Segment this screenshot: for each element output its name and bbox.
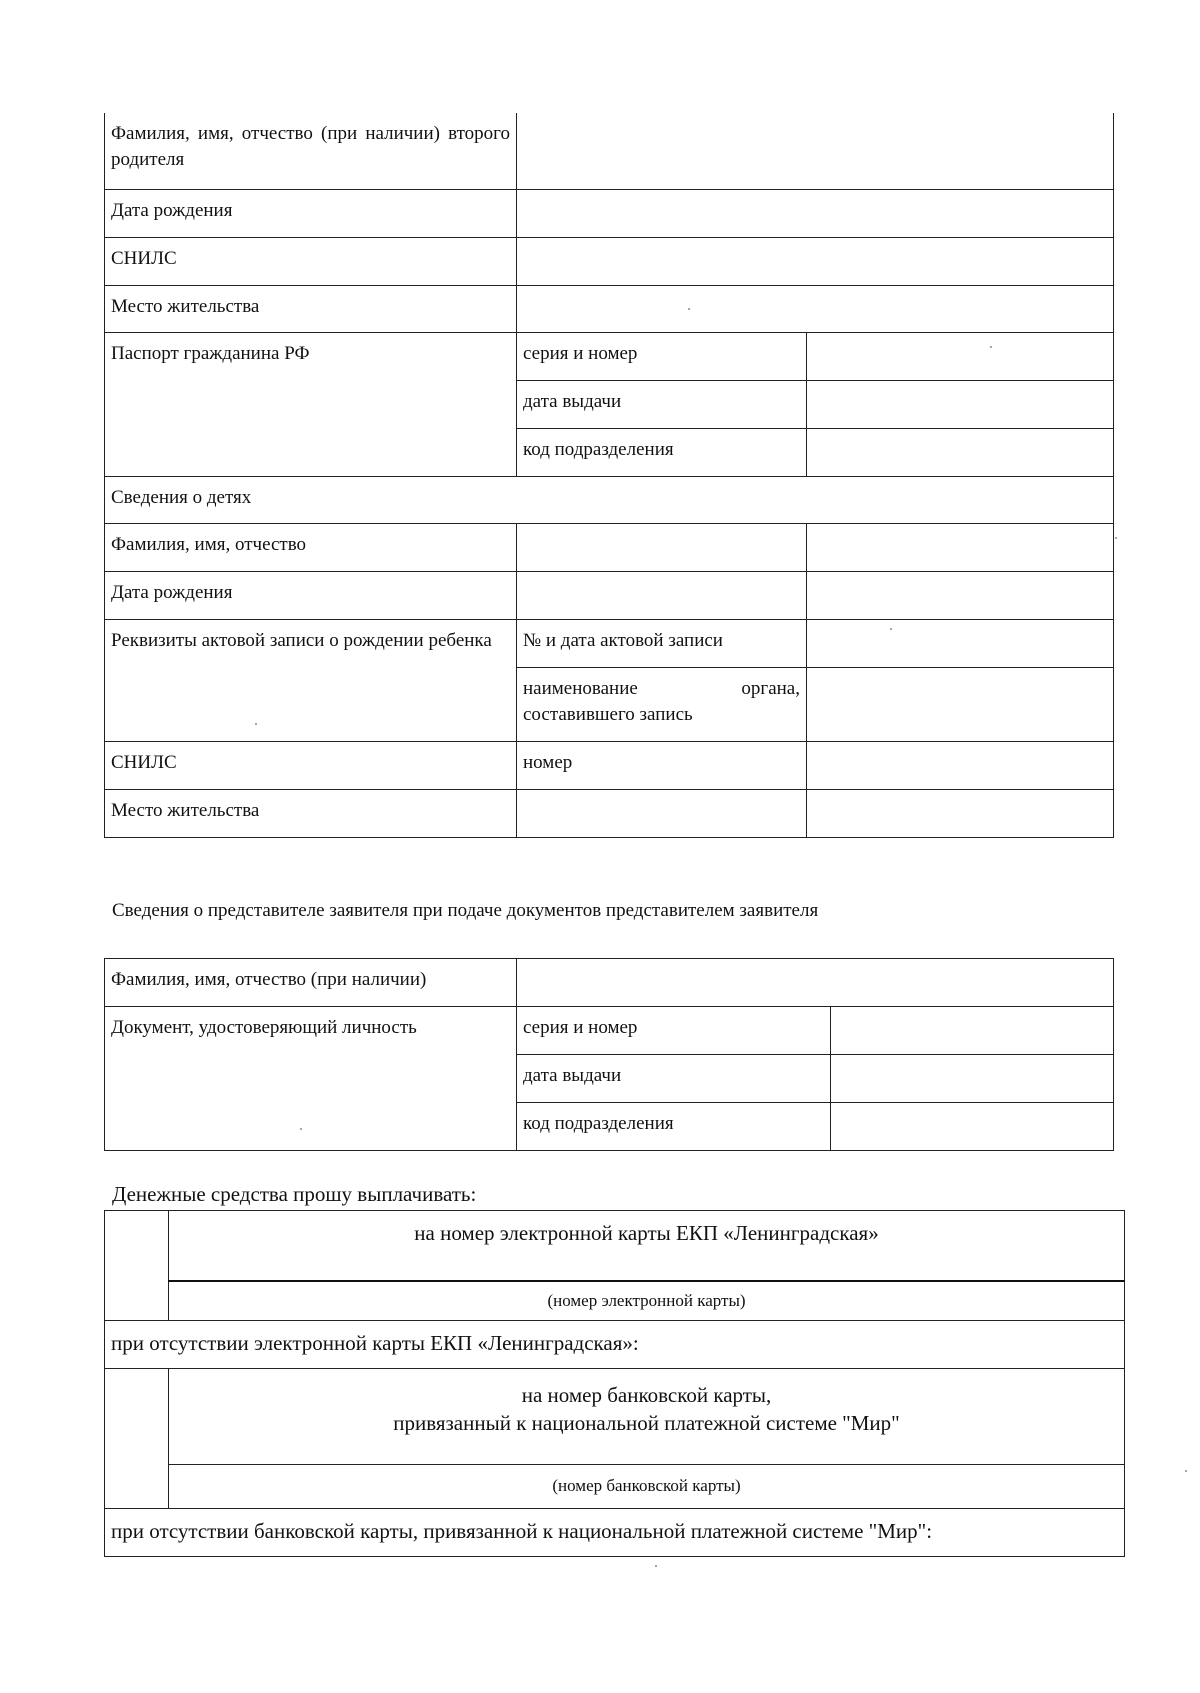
- child-name-label: Фамилия, имя, отчество: [105, 523, 517, 571]
- ekp-card-caption: (номер электронной карты): [169, 1281, 1125, 1321]
- child-birth-date-label: Дата рождения: [105, 571, 517, 619]
- parent2-passport-code-label: код подразделения: [517, 428, 807, 476]
- scan-speck: [890, 628, 892, 630]
- no-ekp-card-label: при отсутствии электронной карты ЕКП «Ленинградская»:: [105, 1320, 1125, 1368]
- rep-doc-code-field[interactable]: [831, 1103, 1114, 1151]
- no-bank-card-label: при отсутствии банковской карты, привязанной к национальной платежной системе "Мир":: [105, 1508, 1125, 1556]
- parent2-passport-code-field[interactable]: [807, 428, 1114, 476]
- scan-speck: [655, 1565, 657, 1567]
- representative-heading: Сведения о представителе заявителя при подаче документов представителем заявителя: [112, 900, 819, 921]
- child-record-authority-field[interactable]: [807, 667, 1114, 741]
- rep-doc-series-label: серия и номер: [517, 1007, 831, 1055]
- payment-heading: Денежные средства прошу выплачивать:: [112, 1182, 477, 1206]
- parent2-passport-series-label: серия и номер: [517, 332, 807, 380]
- scan-speck: [300, 1128, 302, 1130]
- parent2-passport-label: Паспорт гражданина РФ: [105, 332, 517, 476]
- bank-card-option-line2: привязанный к национальной платежной системе "Мир": [393, 1410, 900, 1435]
- parent2-residence-label: Место жительства: [105, 285, 517, 332]
- child-residence-field-2[interactable]: [807, 789, 1114, 837]
- child-birth-date-field-1[interactable]: [517, 571, 807, 619]
- bank-card-option-line1: на номер банковской карты,: [521, 1382, 772, 1407]
- parent2-residence-field[interactable]: [517, 285, 1114, 332]
- parent2-snils-label: СНИЛС: [105, 237, 517, 285]
- rep-id-document-label: Документ, удостоверяющий личность: [105, 1007, 517, 1151]
- rep-doc-code-label: код подразделения: [517, 1103, 831, 1151]
- child-name-field-2[interactable]: [807, 523, 1114, 571]
- bank-card-option: [169, 1368, 1125, 1464]
- child-name-field-1[interactable]: [517, 523, 807, 571]
- scan-speck: [1115, 537, 1117, 539]
- parent2-name-label: Фамилия, имя, отчество (при наличии) второго родителя: [105, 113, 517, 189]
- child-record-number-label: № и дата актовой записи: [517, 619, 807, 667]
- parent2-passport-series-field[interactable]: [807, 332, 1114, 380]
- payment-table: [104, 1210, 1125, 1557]
- parent2-birth-date-label: Дата рождения: [105, 189, 517, 237]
- rep-name-label: Фамилия, имя, отчество (при наличии): [105, 959, 517, 1007]
- child-snils-label: СНИЛС: [105, 741, 517, 789]
- scan-speck: [1185, 1470, 1187, 1472]
- child-snils-field[interactable]: [807, 741, 1114, 789]
- child-birth-date-field-2[interactable]: [807, 571, 1114, 619]
- child-record-authority-label: наименование органа, составившего запись: [517, 667, 807, 741]
- scan-speck: [688, 308, 690, 310]
- rep-doc-series-field[interactable]: [831, 1007, 1114, 1055]
- parent-children-table: [104, 113, 1114, 838]
- child-residence-field-1[interactable]: [517, 789, 807, 837]
- child-residence-label: Место жительства: [105, 789, 517, 837]
- parent2-snils-field[interactable]: [517, 237, 1114, 285]
- parent2-birth-date-field[interactable]: [517, 189, 1114, 237]
- child-snils-number-label: номер: [517, 741, 807, 789]
- child-birth-record-label: Реквизиты актовой записи о рождении ребенка: [105, 619, 517, 741]
- rep-doc-issue-field[interactable]: [831, 1055, 1114, 1103]
- parent2-passport-issue-field[interactable]: [807, 380, 1114, 428]
- rep-doc-issue-label: дата выдачи: [517, 1055, 831, 1103]
- parent2-name-field[interactable]: [517, 113, 1114, 189]
- parent2-passport-issue-label: дата выдачи: [517, 380, 807, 428]
- ekp-card-option: на номер электронной карты ЕКП «Ленинградская»: [169, 1211, 1125, 1281]
- ekp-card-checkbox[interactable]: [105, 1211, 169, 1321]
- child-record-number-field[interactable]: [807, 619, 1114, 667]
- children-section-label: Сведения о детях: [105, 476, 1114, 523]
- scan-speck: [990, 346, 992, 348]
- rep-name-field[interactable]: [517, 959, 1114, 1007]
- bank-card-caption: (номер банковской карты): [169, 1464, 1125, 1508]
- representative-table: [104, 958, 1114, 1151]
- scan-speck: [255, 723, 257, 725]
- bank-card-checkbox[interactable]: [105, 1368, 169, 1508]
